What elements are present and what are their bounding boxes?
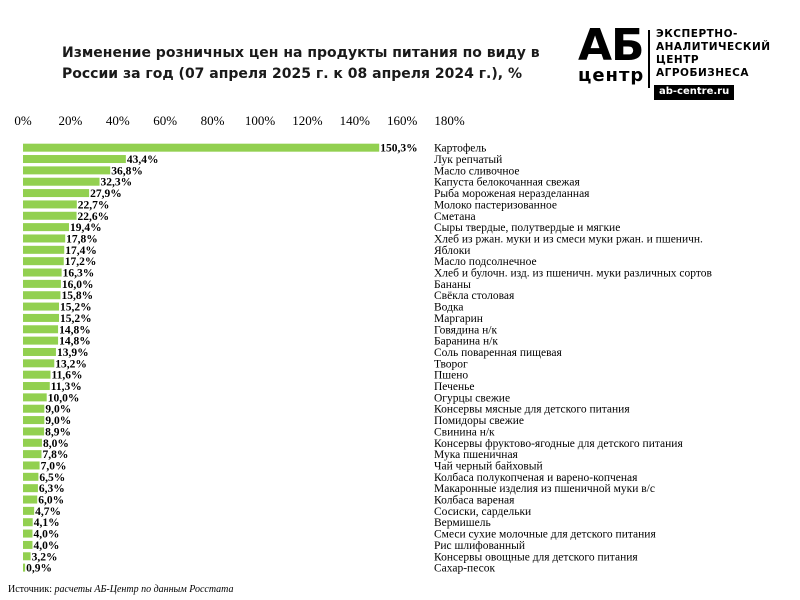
bar xyxy=(23,496,37,504)
category-label: Сметана xyxy=(434,210,476,223)
category-label: Сосиски, сардельки xyxy=(434,505,532,518)
value-label: 0,9% xyxy=(26,562,53,575)
logo-mark-sub: центр xyxy=(578,65,645,86)
category-label: Сыры твердые, полутвердые и мягкие xyxy=(434,222,621,235)
x-tick-label: 140% xyxy=(339,113,370,128)
bar xyxy=(23,166,110,174)
value-label: 6,5% xyxy=(39,471,66,484)
value-label: 4,0% xyxy=(33,528,60,541)
value-label: 15,2% xyxy=(60,312,92,325)
bar xyxy=(23,223,69,231)
category-label: Пшено xyxy=(434,369,469,382)
bar xyxy=(23,382,50,390)
bar xyxy=(23,530,32,538)
value-label: 9,0% xyxy=(45,415,72,428)
category-label: Соль поваренная пищевая xyxy=(434,346,562,359)
bar xyxy=(23,450,41,458)
bar xyxy=(23,303,59,311)
bar xyxy=(23,337,58,345)
value-label: 19,4% xyxy=(69,222,102,235)
bar xyxy=(23,427,44,435)
value-label: 36,8% xyxy=(111,165,143,178)
x-tick-label: 40% xyxy=(105,113,130,128)
bar xyxy=(23,393,47,401)
x-tick-label: 20% xyxy=(58,113,83,128)
category-label: Хлеб и булочн. изд. из пшеничн. муки различных сортов xyxy=(434,267,712,280)
category-label: Консервы фруктово-ягодные для детского питания xyxy=(434,437,683,450)
category-label: Помидоры свежие xyxy=(434,415,524,428)
source-note xyxy=(8,584,234,595)
bar xyxy=(23,189,89,197)
value-label: 8,9% xyxy=(45,426,71,439)
category-label: Смеси сухие молочные для детского питания xyxy=(434,528,656,541)
bar xyxy=(23,144,379,152)
bar xyxy=(23,359,54,367)
bar xyxy=(23,234,65,242)
bar xyxy=(23,564,25,572)
category-label: Бананы xyxy=(434,278,471,291)
value-label: 8,0% xyxy=(42,437,69,450)
value-label: 3,2% xyxy=(31,551,58,564)
bar xyxy=(23,314,59,322)
value-label: 9,0% xyxy=(45,403,72,416)
value-label: 15,8% xyxy=(61,290,94,303)
value-label: 16,0% xyxy=(61,278,94,291)
category-label: Свёкла столовая xyxy=(434,290,515,303)
category-label: Водка xyxy=(434,301,464,314)
bar xyxy=(23,552,31,560)
category-label: Печенье xyxy=(434,381,475,394)
category-label: Масло сливочное xyxy=(434,165,520,178)
value-label: 7,8% xyxy=(42,449,69,462)
category-label: Капуста белокочанная свежая xyxy=(434,176,580,189)
category-label: Огурцы свежие xyxy=(434,392,511,405)
category-label: Маргарин xyxy=(434,312,483,325)
category-label: Рыба мороженая неразделанная xyxy=(434,188,590,201)
value-label: 27,9% xyxy=(90,188,122,201)
category-label: Свинина н/к xyxy=(434,426,495,439)
x-tick-label: 120% xyxy=(292,113,323,128)
value-label: 16,3% xyxy=(62,267,95,280)
bar xyxy=(23,178,100,186)
value-label: 14,8% xyxy=(59,324,91,337)
bar xyxy=(23,212,77,220)
bar xyxy=(23,257,64,265)
value-label: 10,0% xyxy=(47,392,80,405)
value-label: 4,0% xyxy=(33,539,60,552)
bar xyxy=(23,155,126,163)
source-text: расчеты АБ-Центр по данным Росстата xyxy=(54,584,234,595)
logo-mark: АБ xyxy=(578,20,644,71)
chart-title: Изменение розничных цен на продукты питания по виду в России за год (07 апреля 2025 г. к 08 апреля 2024 г.), % xyxy=(62,45,540,82)
x-tick-label: 180% xyxy=(434,113,465,128)
bar xyxy=(23,348,56,356)
value-label: 11,6% xyxy=(51,369,83,382)
x-tick-label: 160% xyxy=(387,113,418,128)
bar xyxy=(23,416,44,424)
category-label: Вермишель xyxy=(434,517,491,530)
logo-text: ЭКСПЕРТНО- АНАЛИТИЧЕСКИЙ ЦЕНТР АГРОБИЗНЕСА xyxy=(656,28,771,79)
category-label: Масло подсолнечное xyxy=(434,256,537,269)
value-label: 15,2% xyxy=(60,301,92,314)
category-label: Яблоки xyxy=(434,244,471,257)
category-label: Консервы мясные для детского питания xyxy=(434,403,630,416)
value-label: 13,2% xyxy=(55,358,87,371)
x-tick-label: 100% xyxy=(244,113,276,128)
category-label: Хлеб из ржан. муки и из смеси муки ржан. и пшеничн. xyxy=(434,233,703,246)
value-label: 17,8% xyxy=(66,233,98,246)
value-label: 11,3% xyxy=(50,381,82,394)
value-label: 7,0% xyxy=(40,460,67,473)
x-tick-label: 80% xyxy=(200,113,225,128)
bar xyxy=(23,371,50,379)
bar xyxy=(23,541,32,549)
bar xyxy=(23,280,61,288)
bar xyxy=(23,291,60,299)
bar xyxy=(23,461,40,469)
category-label: Лук репчатый xyxy=(434,154,503,167)
category-label: Говядина н/к xyxy=(434,324,498,337)
category-label: Макаронные изделия из пшеничной муки в/с xyxy=(434,483,655,496)
value-label: 14,8% xyxy=(59,335,91,348)
bar xyxy=(23,518,33,526)
bar xyxy=(23,473,38,481)
bar xyxy=(23,325,58,333)
value-label: 22,7% xyxy=(77,199,110,212)
value-label: 17,4% xyxy=(65,244,97,257)
category-label: Рис шлифованный xyxy=(434,539,526,552)
value-label: 43,4% xyxy=(126,154,159,167)
bar xyxy=(23,507,34,515)
category-label: Творог xyxy=(434,358,468,371)
value-label: 17,2% xyxy=(64,256,97,269)
category-label: Молоко пастеризованное xyxy=(434,199,557,212)
value-label: 32,3% xyxy=(100,176,133,189)
category-label: Колбаса полукопченая и варено-копченая xyxy=(434,471,638,484)
x-tick-label: 0% xyxy=(14,113,32,128)
value-label: 6,0% xyxy=(38,494,65,507)
category-label: Картофель xyxy=(434,142,487,155)
category-label: Чай черный байховый xyxy=(434,460,543,473)
value-label: 4,7% xyxy=(35,505,62,518)
bar xyxy=(23,405,44,413)
value-label: 4,1% xyxy=(33,517,60,530)
bar xyxy=(23,484,38,492)
bar xyxy=(23,246,64,254)
bar xyxy=(23,200,77,208)
category-label: Колбаса вареная xyxy=(434,494,515,507)
category-label: Консервы овощные для детского питания xyxy=(434,551,638,564)
category-label: Мука пшеничная xyxy=(434,449,518,462)
category-label: Сахар-песок xyxy=(434,562,496,575)
value-label: 6,3% xyxy=(38,483,65,496)
value-label: 22,6% xyxy=(77,210,110,223)
bar xyxy=(23,439,42,447)
category-label: Баранина н/к xyxy=(434,335,498,348)
value-label: 13,9% xyxy=(56,346,89,359)
x-tick-label: 60% xyxy=(153,113,178,128)
value-label: 150,3% xyxy=(380,142,418,155)
source-label: Источник: xyxy=(8,584,53,595)
bar xyxy=(23,269,62,277)
logo-site: ab-centre.ru xyxy=(654,85,734,100)
